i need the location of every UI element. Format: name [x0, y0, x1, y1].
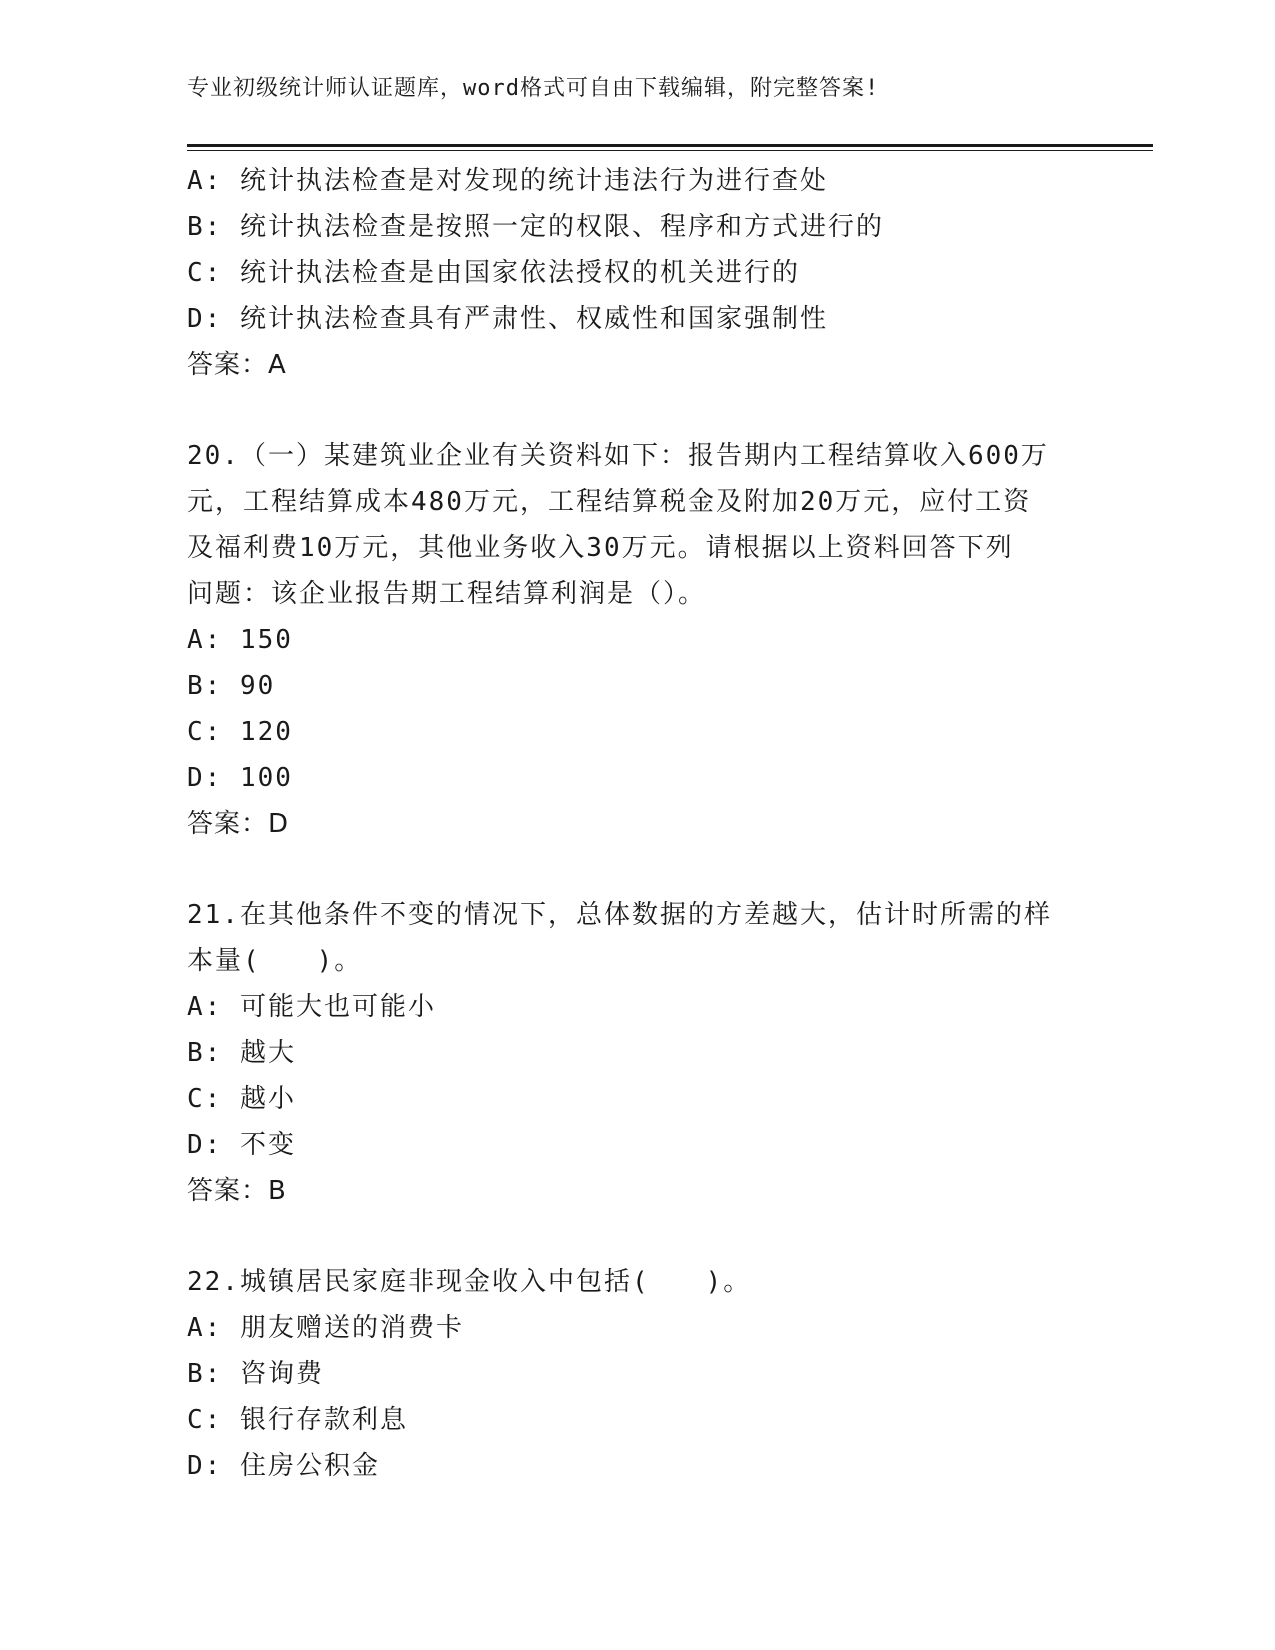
q19-answer: 答案：A [187, 350, 287, 380]
q21-option-d: D: 不变 [187, 1130, 296, 1160]
q20-stem-line: 问题：该企业报告期工程结算利润是（）。 [187, 579, 707, 609]
q19-option-d: D: 统计执法检查具有严肃性、权威性和国家强制性 [187, 304, 828, 334]
page-header: 专业初级统计师认证题库，word格式可自由下载编辑，附完整答案! [187, 76, 880, 101]
q20-option-a: A: 150 [187, 625, 293, 655]
q22-option-c: C: 银行存款利息 [187, 1405, 408, 1435]
q20-option-b: B: 90 [187, 671, 276, 701]
q21-answer: 答案：B [187, 1176, 287, 1206]
q20-stem-line: 元，工程结算成本480万元，工程结算税金及附加20万元，应付工资 [187, 487, 1032, 517]
q20-answer: 答案：D [187, 809, 290, 839]
q19-option-a: A: 统计执法检查是对发现的统计违法行为进行查处 [187, 166, 828, 196]
question-20-block [187, 433, 1087, 847]
q20-option-c: C: 120 [187, 717, 293, 747]
question-21-block [187, 892, 1087, 1214]
question-content [187, 158, 1087, 1489]
question-19-block [187, 158, 1087, 388]
header-rule-thin [187, 150, 1153, 151]
q21-stem-line: 21.在其他条件不变的情况下，总体数据的方差越大，估计时所需的样 [187, 900, 1052, 930]
q22-option-d: D: 住房公积金 [187, 1451, 380, 1481]
q20-stem-line: 及福利费10万元，其他业务收入30万元。请根据以上资料回答下列 [187, 533, 1014, 563]
spacer [187, 1214, 1087, 1259]
question-22-block [187, 1259, 1087, 1489]
q21-option-b: B: 越大 [187, 1038, 296, 1068]
spacer [187, 388, 1087, 433]
header-rule-thick [187, 144, 1153, 147]
q22-stem-line: 22.城镇居民家庭非现金收入中包括( )。 [187, 1267, 752, 1297]
q21-option-a: A: 可能大也可能小 [187, 992, 436, 1022]
spacer [187, 847, 1087, 892]
q20-stem-line: 20.（一）某建筑业企业有关资料如下：报告期内工程结算收入600万 [187, 441, 1049, 471]
q19-option-c: C: 统计执法检查是由国家依法授权的机关进行的 [187, 258, 800, 288]
q22-option-a: A: 朋友赠送的消费卡 [187, 1313, 464, 1343]
q21-option-c: C: 越小 [187, 1084, 296, 1114]
q20-option-d: D: 100 [187, 763, 293, 793]
q21-stem-line: 本量( )。 [187, 946, 363, 976]
q19-option-b: B: 统计执法检查是按照一定的权限、程序和方式进行的 [187, 212, 884, 242]
q22-option-b: B: 咨询费 [187, 1359, 324, 1389]
